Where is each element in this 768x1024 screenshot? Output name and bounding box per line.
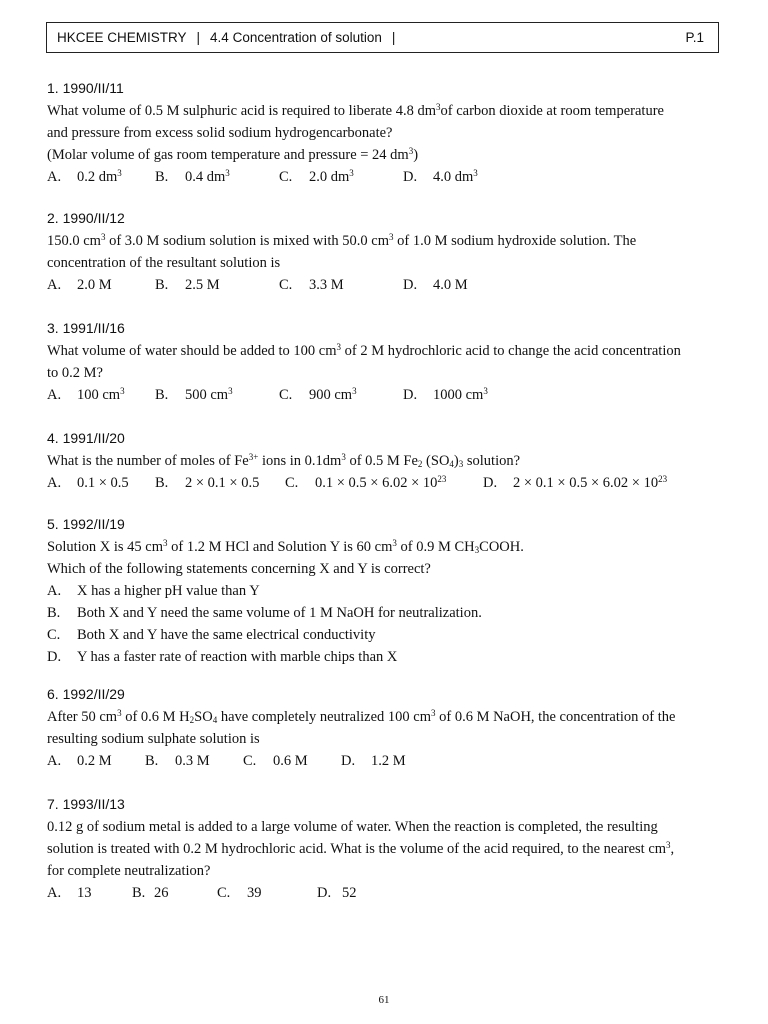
option-a: A. 0.2 M xyxy=(47,753,112,769)
question-text: and pressure from excess solid sodium hydrogencarbonate? xyxy=(47,125,393,141)
question-number: 3. 1991/II/16 xyxy=(47,320,125,336)
option-a: A. 0.2 $dm^3$ xyxy=(47,168,122,185)
answer-options xyxy=(47,472,737,494)
question-6 xyxy=(47,684,737,772)
page-number: 61 xyxy=(378,994,390,1006)
answer-options xyxy=(47,882,737,904)
option-d: D. 1.2 M xyxy=(341,753,406,769)
option-c: C. 3.3 M xyxy=(279,277,344,293)
question-text: solution is treated with 0.2 M hydrochloric acid. What is the volume of the acid required, to the nearest $cm^3$, xyxy=(47,840,675,857)
page-header xyxy=(46,22,719,53)
header-separator: | xyxy=(196,30,201,45)
option-c: C. 900 $cm^3$ xyxy=(279,386,357,403)
statement-b: B. Both X and Y need the same volume of 1 M NaOH for neutralization. xyxy=(47,605,482,621)
question-text: (Molar volume of gas room temperature and pressure = 24 $dm^3$) xyxy=(47,146,419,163)
option-b: B. 500 $cm^3$ xyxy=(155,386,233,403)
option-c: C. $0.1 \times 0.5 \times 6.02 \times 10^{23}$ xyxy=(285,474,447,491)
question-3 xyxy=(47,318,737,406)
question-text: 0.12 g of sodium metal is added to a large volume of water. When the reaction is completed, the resulting xyxy=(47,819,658,835)
question-text: Solution X is 45 $cm^3$ of 1.2 M HCl and Solution Y is 60 $cm^3$ of 0.9 M $CH_3COOH$. xyxy=(47,538,524,555)
statement-a: A. X has a higher pH value than Y xyxy=(47,583,260,599)
question-text: What volume of water should be added to 100 $cm^3$ of 2 M hydrochloric acid to change the acid concentration xyxy=(47,342,681,359)
option-c: C. 39 xyxy=(217,885,262,901)
question-text: Which of the following statements concerning X and Y is correct? xyxy=(47,561,431,577)
option-a: A. 2.0 M xyxy=(47,277,112,293)
option-d: D. 4.0 M xyxy=(403,277,468,293)
question-1 xyxy=(47,78,737,188)
question-number: 2. 1990/II/12 xyxy=(47,210,125,226)
question-text: What volume of 0.5 M sulphuric acid is required to liberate 4.8 $dm^3of$ carbon dioxide at room temperature xyxy=(47,102,664,119)
question-2 xyxy=(47,208,737,296)
question-7 xyxy=(47,794,737,904)
option-a: A. 100 $cm^3$ xyxy=(47,386,125,403)
question-number: 4. 1991/II/20 xyxy=(47,430,125,446)
header-left xyxy=(57,30,405,45)
option-d: D. 4.0 $dm^3$ xyxy=(403,168,478,185)
option-a: A. 13 xyxy=(47,885,92,901)
header-separator: | xyxy=(391,30,396,45)
answer-options xyxy=(47,274,737,296)
header-subject: HKCEE CHEMISTRY xyxy=(57,30,187,45)
question-text: 150.0 $cm^3$ of 3.0 M sodium solution is mixed with 50.0 $cm^3$ of 1.0 M sodium hydroxide solution. The xyxy=(47,232,637,249)
question-number: 6. 1992/II/29 xyxy=(47,686,125,702)
statement-c: C. Both X and Y have the same electrical conductivity xyxy=(47,627,376,643)
question-text: After 50 $cm^3$ of 0.6 M $H_2SO_4$ have completely neutralized 100 $cm^3$ of 0.6 M NaOH, the concentration of the xyxy=(47,708,676,725)
option-d: D. 1000 $cm^3$ xyxy=(403,386,488,403)
question-number: 7. 1993/II/13 xyxy=(47,796,125,812)
header-topic: 4.4 Concentration of solution xyxy=(210,30,382,45)
option-b: B. 26 xyxy=(132,885,169,901)
question-text: concentration of the resultant solution is xyxy=(47,255,281,271)
answer-options xyxy=(47,384,737,406)
option-b: B. 2.5 M xyxy=(155,277,220,293)
option-a: A. 0.1 × 0.5 xyxy=(47,475,129,491)
question-number: 5. 1992/II/19 xyxy=(47,516,125,532)
option-b: B. 0.4 $dm^3$ xyxy=(155,168,230,185)
header-page: P.1 xyxy=(685,30,704,45)
question-4 xyxy=(47,428,737,494)
question-text: for complete neutralization? xyxy=(47,863,211,879)
question-text: to 0.2 M? xyxy=(47,365,103,381)
statement-d: D. Y has a faster rate of reaction with marble chips than X xyxy=(47,649,398,665)
option-c: C. 0.6 M xyxy=(243,753,308,769)
answer-options xyxy=(47,750,737,772)
option-d: D. $2 \times 0.1 \times 0.5 \times 6.02 \times 10^{23}$ xyxy=(483,474,668,491)
option-b: B. 0.3 M xyxy=(145,753,210,769)
option-b: B. 2 × 0.1 × 0.5 xyxy=(155,475,260,491)
answer-options xyxy=(47,166,737,188)
question-text: resulting sodium sulphate solution is xyxy=(47,731,260,747)
option-c: C. 2.0 $dm^3$ xyxy=(279,168,354,185)
question-text: What is the number of moles of $Fe^{3+}$ ions in $0.1dm^3$ of 0.5 M $Fe_2$ $(SO_4)_3$ solution? xyxy=(47,452,521,469)
question-5 xyxy=(47,514,737,668)
option-d: D. 52 xyxy=(317,885,357,901)
question-number: 1. 1990/II/11 xyxy=(47,80,124,96)
